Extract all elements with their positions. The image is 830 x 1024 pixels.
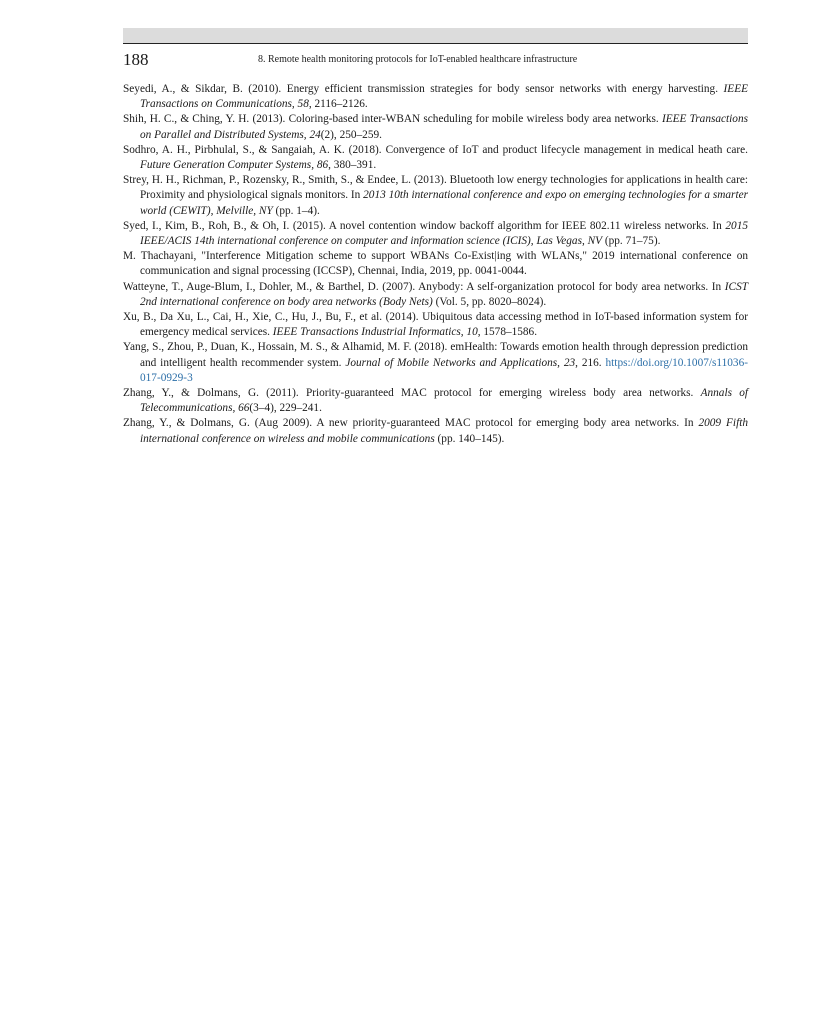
reference-item: Watteyne, T., Auge-Blum, I., Dohler, M., & Barthel, D. (2007). Anybody: A self-organization protocol for body area networks. In ICST 2nd international conference on body area networks (Body Nets) (Vol. 5, pp. 8020–8024).: [123, 280, 748, 308]
reference-item: Xu, B., Da Xu, L., Cai, H., Xie, C., Hu, J., Bu, F., et al. (2014). Ubiquitous data accessing method in IoT-based information system for emergency medical services. IEEE Transactions Industrial Informatics, 10, 1578–1586.: [123, 311, 748, 339]
reference-item: Zhang, Y., & Dolmans, G. (Aug 2009). A new priority-guaranteed MAC protocol for emerging body area networks. In 2009 Fifth international conference on wireless and mobile communications (pp. 140–145).: [123, 417, 748, 445]
reference-item: Shih, H. C., & Ching, Y. H. (2013). Coloring-based inter-WBAN scheduling for mobile wireless body area networks. IEEE Transactions on Parallel and Distributed Systems, 24(2), 250–259.: [123, 113, 749, 141]
reference-item: Seyedi, A., & Sikdar, B. (2010). Energy efficient transmission strategies for body sensor networks with energy harvesting. IEEE Transactions on Communications, 58, 2116–2126.: [123, 83, 748, 111]
running-head: 8. Remote health monitoring protocols for IoT-enabled healthcare infrastructure: [258, 54, 578, 65]
reference-item: Zhang, Y., & Dolmans, G. (2011). Priority-guaranteed MAC protocol for emerging wireless body area networks. Annals of Telecommunications, 66(3–4), 229–241.: [123, 387, 748, 415]
reference-item: M. Thachayani, "Interference Mitigation scheme to support WBANs Co-Exist|ing with WLANs," 2019 international conference on communication and signal processing (ICCSP), Chennai, India, 2019, pp. 0041-0044.: [123, 250, 748, 278]
header-rule: [123, 43, 748, 44]
header-band: [123, 28, 748, 44]
reference-item: Strey, H. H., Richman, P., Rozensky, R., Smith, S., & Endee, L. (2013). Bluetooth low energy technologies for applications in health care: Proximity and physiological signals monitors. In 2013 10th international conference and expo on emerging technologies for a smarter world (CEWIT), Melville, NY (pp. 1–4).: [123, 174, 748, 217]
reference-item: Yang, S., Zhou, P., Duan, K., Hossain, M. S., & Alhamid, M. F. (2018). emHealth: Towards emotion health through depression prediction and intelligent health recommender system. Journal of Mobile Networks and Applications, 23, 216. https://doi.org/10.1007/s11036-017-0929-3: [123, 341, 748, 384]
reference-item: Syed, I., Kim, B., Roh, B., & Oh, I. (2015). A novel contention window backoff algorithm for IEEE 802.11 wireless networks. In 2015 IEEE/ACIS 14th international conference on computer and information science (ICIS), Las Vegas, NV (pp. 71–75).: [123, 219, 748, 248]
reference-item: Sodhro, A. H., Pirbhulal, S., & Sangaiah, A. K. (2018). Convergence of IoT and product lifecycle management in medical heath care. Future Generation Computer Systems, 86, 380–391.: [123, 143, 748, 172]
reference-list: [123, 82, 748, 447]
doi-link[interactable]: https://doi.org/10.1007/s11036-017-0929-3: [140, 356, 748, 384]
page-number: 188: [123, 50, 149, 69]
